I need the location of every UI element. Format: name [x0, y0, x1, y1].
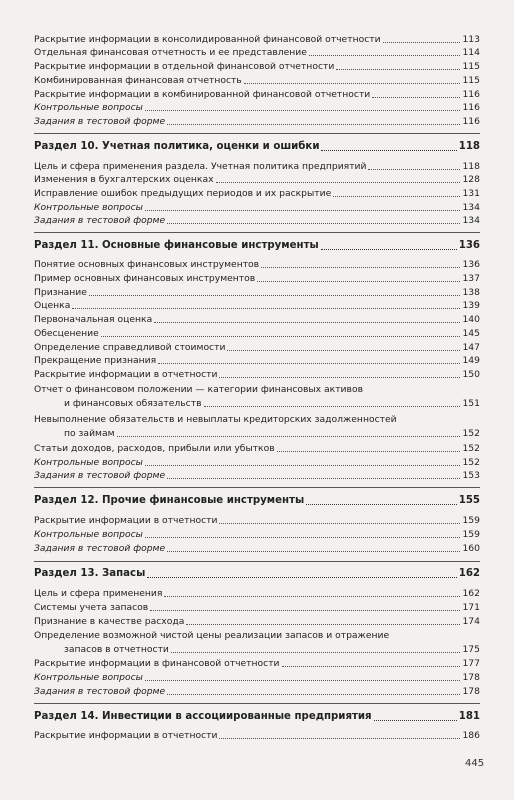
toc-entry-page: 136 [462, 259, 480, 270]
toc-entry [34, 644, 480, 655]
toc-entry [34, 602, 480, 613]
toc-entry-page: 116 [462, 102, 480, 113]
toc-entry [34, 75, 480, 86]
section-heading [34, 711, 480, 723]
section-heading [34, 568, 480, 580]
toc-entry-page: 151 [462, 398, 480, 409]
toc-entry-page: 153 [462, 470, 480, 481]
toc-entry-title: Прекращение признания [34, 355, 157, 366]
toc-entry-title: Задания в тестовой форме [34, 116, 166, 127]
dot-leader [383, 42, 460, 43]
toc-entry-page: 152 [462, 443, 480, 454]
toc-entry-page: 160 [462, 543, 480, 554]
toc-entry [34, 686, 480, 697]
toc-entry [34, 102, 480, 113]
dot-leader [145, 210, 460, 211]
dot-leader [145, 680, 460, 681]
toc-entry-title: Невыполнение обязательств и невыплаты кредиторских задолженностей [34, 414, 397, 425]
dot-leader [219, 377, 460, 378]
dot-leader [321, 249, 457, 250]
toc-entry-title: Цель и сфера применения [34, 588, 163, 599]
toc-entry [34, 328, 480, 339]
toc-entry-page: 152 [462, 457, 480, 468]
toc-entry [34, 529, 480, 540]
dot-leader [167, 551, 460, 552]
toc-entry-page: 162 [462, 588, 480, 599]
toc-entry [34, 61, 480, 72]
toc-entry [34, 287, 480, 298]
toc-entry [34, 515, 480, 526]
dot-leader [336, 69, 460, 70]
toc-entry-title-cont: по займам [64, 428, 115, 439]
toc-entry-title: Раскрытие информации в отчетности [34, 369, 218, 380]
toc-entry-title: Раскрытие информации в консолидированной финансовой отчетности [34, 34, 381, 45]
dot-leader [72, 308, 460, 309]
toc-entry-title: Исправление ошибок предыдущих периодов и их раскрытие [34, 188, 332, 199]
toc-entry-title: Задания в тестовой форме [34, 686, 166, 697]
dot-leader [145, 110, 460, 111]
toc-entry-title: Оценка [34, 300, 71, 311]
dot-leader [186, 624, 460, 625]
toc-entry [34, 47, 480, 58]
dot-leader [167, 478, 460, 479]
dot-leader [368, 169, 460, 170]
section-page: 118 [458, 141, 480, 152]
toc-entry [34, 34, 480, 45]
toc-entry-page: 137 [462, 273, 480, 284]
toc-entry-page: 114 [462, 47, 480, 58]
toc-entry-page: 131 [462, 188, 480, 199]
toc-entry-page: 128 [462, 174, 480, 185]
toc-entry-title: Статьи доходов, расходов, прибыли или убытков [34, 443, 275, 454]
toc-entry-page: 178 [462, 686, 480, 697]
section-heading [34, 495, 480, 507]
section-divider [34, 133, 480, 134]
toc-entry-page: 186 [462, 730, 480, 741]
section-title: Раздел 14. Инвестиции в ассоциированные предприятия [34, 711, 372, 722]
toc-entry-title: Системы учета запасов [34, 602, 149, 613]
toc-entry [34, 355, 480, 366]
toc-entry-page: 134 [462, 202, 480, 213]
toc-entry [34, 314, 480, 325]
dot-leader [171, 652, 460, 653]
toc-entry-page: 177 [462, 658, 480, 669]
toc-entry-title: Обесценение [34, 328, 99, 339]
dot-leader [219, 738, 460, 739]
toc-entry [34, 443, 480, 454]
toc-entry-title: Комбинированная финансовая отчетность [34, 75, 242, 86]
toc-entry-title: Раскрытие информации в финансовой отчетности [34, 658, 280, 669]
section-title: Раздел 10. Учетная политика, оценки и ошибки [34, 141, 320, 152]
dot-leader [117, 436, 460, 437]
section-page: 181 [458, 711, 480, 722]
toc-entry-title: Отчет о финансовом положении — категории финансовых активов [34, 384, 363, 395]
toc-entry [34, 658, 480, 669]
toc-entry-title: Понятие основных финансовых инструментов [34, 259, 260, 270]
toc-entry-title: Контрольные вопросы [34, 672, 143, 683]
toc-entry [34, 428, 480, 439]
toc-entry-page: 113 [462, 34, 480, 45]
dot-leader [244, 83, 460, 84]
page-number: 445 [465, 758, 485, 769]
toc-entry-page: 178 [462, 672, 480, 683]
toc-entry-page: 147 [462, 342, 480, 353]
dot-leader [154, 322, 460, 323]
toc-entry-title: Раскрытие информации в комбинированной финансовой отчетности [34, 89, 371, 100]
toc-entry [34, 588, 480, 599]
toc-entry-title: Контрольные вопросы [34, 529, 143, 540]
dot-leader [158, 363, 460, 364]
toc-entry [34, 273, 480, 284]
dot-leader [167, 223, 460, 224]
toc-entry [34, 259, 480, 270]
toc-entry-title: Контрольные вопросы [34, 457, 143, 468]
toc-entry-title: Задания в тестовой форме [34, 543, 166, 554]
toc-entry-page: 152 [462, 428, 480, 439]
toc-entry-page: 116 [462, 116, 480, 127]
toc-entry-title: Признание в качестве расхода [34, 616, 185, 627]
section-page: 136 [458, 240, 480, 251]
toc-entry-title: Изменения в бухгалтерских оценках [34, 174, 214, 185]
toc-entry-title: Контрольные вопросы [34, 202, 143, 213]
toc-entry-page: 138 [462, 287, 480, 298]
toc-entry [34, 616, 480, 627]
toc-entry-title: Признание [34, 287, 87, 298]
toc-entry-title: Задания в тестовой форме [34, 470, 166, 481]
dot-leader [145, 465, 460, 466]
dot-leader [145, 537, 460, 538]
toc-entry-page: 149 [462, 355, 480, 366]
toc-entry-page: 134 [462, 215, 480, 226]
section-divider [34, 703, 480, 704]
toc-entry-page: 150 [462, 369, 480, 380]
section-page: 155 [458, 495, 480, 506]
toc-entry-title: Первоначальная оценка [34, 314, 153, 325]
dot-leader [167, 694, 460, 695]
dot-leader [257, 281, 460, 282]
toc-entry-title: Задания в тестовой форме [34, 215, 166, 226]
dot-leader [261, 267, 460, 268]
toc-entry-page: 159 [462, 515, 480, 526]
toc-entry-page: 159 [462, 529, 480, 540]
dot-leader [219, 523, 460, 524]
toc-entry-page: 115 [462, 61, 480, 72]
dot-leader [306, 504, 457, 505]
toc-entry-title: Раскрытие информации в отчетности [34, 515, 218, 526]
dot-leader [309, 55, 460, 56]
section-title: Раздел 11. Основные финансовые инструменты [34, 240, 319, 251]
toc-entry-title: Определение возможной чистой цены реализации запасов и отражение [34, 630, 390, 641]
toc-entry-title: Раскрытие информации в отчетности [34, 730, 218, 741]
toc-entry-title: Контрольные вопросы [34, 102, 143, 113]
toc-entry-title: Раскрытие информации в отдельной финансовой отчетности [34, 61, 335, 72]
dot-leader [277, 451, 460, 452]
toc-entry-title: Определение справедливой стоимости [34, 342, 226, 353]
section-heading [34, 141, 480, 153]
dot-leader [372, 97, 460, 98]
toc-entry [34, 672, 480, 683]
section-title: Раздел 12. Прочие финансовые инструменты [34, 495, 305, 506]
toc-entry [34, 215, 480, 226]
toc-entry-page: 116 [462, 89, 480, 100]
toc-entry-page: 115 [462, 75, 480, 86]
toc-entry [34, 116, 480, 127]
toc-entry [34, 89, 480, 100]
section-divider [34, 232, 480, 233]
section-divider [34, 561, 480, 562]
section-title: Раздел 13. Запасы [34, 568, 146, 579]
section-divider [34, 487, 480, 488]
toc-entry-title: Отдельная финансовая отчетность и ее представление [34, 47, 307, 58]
toc-entry [34, 161, 480, 172]
dot-leader [333, 196, 460, 197]
dot-leader [204, 406, 461, 407]
toc-entry-page: 175 [462, 644, 480, 655]
toc-entry [34, 300, 480, 311]
toc-entry-page: 174 [462, 616, 480, 627]
toc-entry [34, 369, 480, 380]
toc-entry-page: 139 [462, 300, 480, 311]
toc-entry [34, 457, 480, 468]
toc-entry [34, 174, 480, 185]
toc-entry [34, 342, 480, 353]
dot-leader [374, 720, 457, 721]
dot-leader [321, 150, 456, 151]
dot-leader [282, 666, 460, 667]
dot-leader [164, 596, 460, 597]
dot-leader [216, 182, 460, 183]
section-heading [34, 240, 480, 252]
toc-entry-title-cont: запасов в отчетности [64, 644, 169, 655]
toc-entry [34, 730, 480, 741]
toc-entry [34, 202, 480, 213]
toc-entry-page: 118 [462, 161, 480, 172]
section-page: 162 [458, 568, 480, 579]
toc-entry [34, 188, 480, 199]
toc-entry-page: 145 [462, 328, 480, 339]
dot-leader [101, 336, 460, 337]
toc-entry [34, 543, 480, 554]
toc-entry [34, 470, 480, 481]
toc-entry-page: 140 [462, 314, 480, 325]
toc-entry [34, 398, 480, 409]
dot-leader [227, 350, 460, 351]
dot-leader [147, 577, 456, 578]
toc-entry-title: Пример основных финансовых инструментов [34, 273, 256, 284]
dot-leader [167, 124, 460, 125]
toc-entry-title-cont: и финансовых обязательств [64, 398, 202, 409]
toc-entry-title: Цель и сфера применения раздела. Учетная политика предприятий [34, 161, 367, 172]
dot-leader [89, 295, 460, 296]
dot-leader [150, 610, 460, 611]
toc-entry-page: 171 [462, 602, 480, 613]
